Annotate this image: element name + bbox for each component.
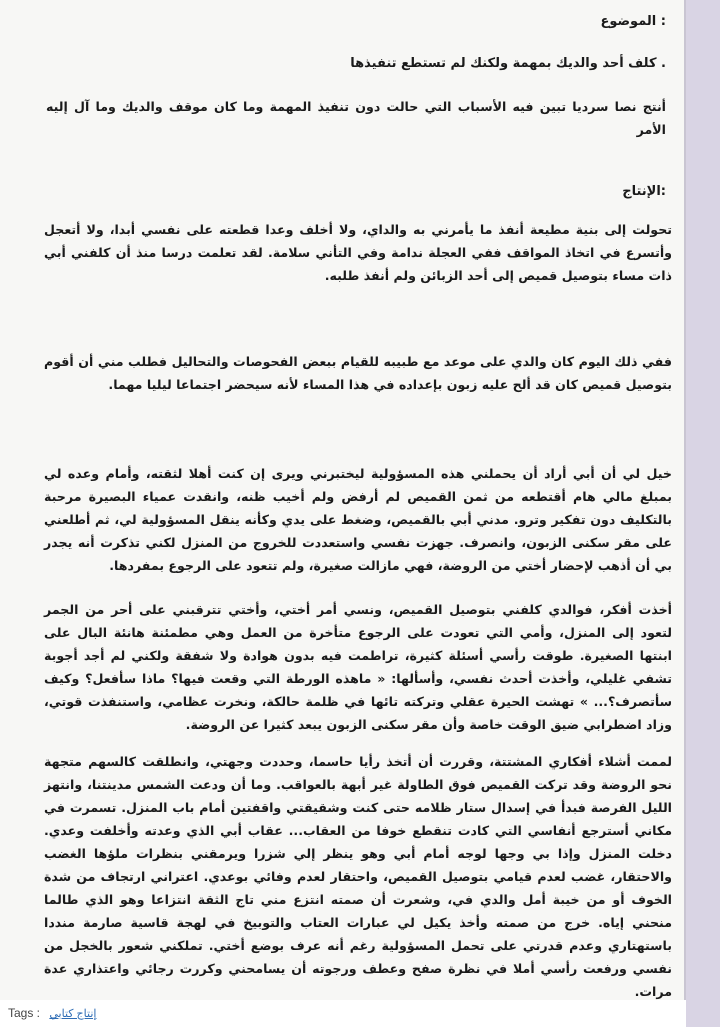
output-label: :الإنتاج	[622, 184, 666, 199]
paragraph: لممت أشلاء أفكاري المشتتة، وقررت أن أتخذ رأيا حاسما، وحددت وجهتي، وانطلقت كالسهم متجهة نحو الروضة وقد تركت القميص فوق الطاولة غير أبهة بالعواقب. وما أن ودعت الشمس مدينتنا، وانتهز الليل الفرصة فبدأ في إسدال ستار ظلامه حتى كنت وشقيقتي واقفتين أمام باب المنزل. تسمرت في مكاني أسترجع أنفاسي التي كادت تنقطع خوفا من العقاب... عقاب أبي الذي وعدته وأخلفت وعدي. دخلت المنزل وإذا بي وجها لوجه أمام أبي وهو ينظر إلي شزرا ويرمقني بنظرات ملؤها الغضب والاحتقار، غضب لعدم قيامي بتوصيل القميص، واحتقار لعدم وفائي بوعدي. اعتراني ارتجاف من شدة الخوف أو من خيبة أمل والدي في، وشعرت أن صمته انتزع مني تاج الثقة انتزاعا وهو الذي طالما منحني إياه. خرج من صمته وأخذ يكيل لي عبارات العتاب والتوبيخ في لهجة قاسية صارمة منددا باستهتاري وعدم قدرتي على تحمل المسؤولية رغم أنه عرف بوضع أختي. تملكني شعور بالخجل من نفسي ورفعت رأسي أملا في نظرة صفح وعطف ورجوته أن يسامحني وكررت رجائي واعتذاري عدة مرات.	[44, 754, 672, 999]
tag-link[interactable]: إنتاج كتابي	[49, 1008, 97, 1020]
paragraph: ففي ذلك اليوم كان والدي على موعد مع طبيبه للقيام ببعض الفحوصات والتحاليل فطلب مني أن أقوم بتوصيل قميص كان قد ألح عليه زبون بإعداده في هذا المساء لأنه سيحضر اجتماعا ليليا مهما.	[44, 354, 672, 392]
paragraph: تحولت إلى بنية مطيعة أنفذ ما يأمرني به والداي، ولا أخلف وعدا قطعته على نفسي أبدا، ولا أتعجل وأتسرع في اتخاذ المواقف ففي العجلة ندامة وفي التأني سلامة. لقد تعلمت درسا منذ أن كلفني أبي ذات مساء بتوصيل قميص إلى أحد الزبائن ولم أنفذ طلبه.	[44, 222, 672, 283]
tags-label: Tags :	[8, 1006, 41, 1020]
subject-label: : الموضوع	[600, 14, 666, 29]
tags-footer	[8, 1006, 96, 1020]
paragraph: أخذت أفكر، فوالدي كلفني بتوصيل القميص، ونسي أمر أختي، وأختي تترقبني على أحر من الجمر لتعود إلى المنزل، وأمي التي تعودت على الرجوع متأخرة من العمل وهي مطمئنة هانئة البال على ابنتها الصغيرة. طوقت رأسي أسئلة كثيرة، تراطمت فيه بدون هوادة ولا شفقة ولكني لم أجد أجوبة تشفي غليلي، وأخذت أحدث نفسي، وأسألها: « ماهذه الورطة التي وقعت فيها؟ ماذا سأفعل؟ وكيف سأتصرف؟... » تهشت الحيرة عقلي وتركته تائها في ظلمة حالكة، ونخرت عظامي، واستنفذت قوتي، وزاد اضطرابي ضيق الوقت خاصة وأن مقر سكنى الزبون يبعد كثيرا عن الروضة.	[44, 602, 672, 732]
right-sidebar-strip	[686, 0, 720, 1027]
paragraph: خيل لي أن أبي أراد أن يحملني هذه المسؤولية ليختبرني ويرى إن كنت أهلا لثقته، وأمام وعده لي بمبلغ مالي هام أقتطعه من ثمن القميص لم أرفض ولم أخيب ظنه، وانقدت عمياء البصيرة مرحبة بالتكليف دون تفكير وترو. مدني أبي بالقميص، وضغط على يدي وكأنه ينقل المسؤولية لي، ثم أطلعني على مقر سكنى الزبون، وانصرف. جهزت نفسي واستعددت للخروج من المنزل لكني تذكرت أنه يجدر بي أن أذهب لإحضار أختي من الروضة، فهي مازالت صغيرة، ولم تتعود على الرجوع بمفردها.	[44, 466, 672, 573]
assignment-instruction: أنتج نصا سرديا تبين فيه الأسباب التي حالت دون تنفيذ المهمة وما كان موقف والديك وما آل إليه الأمر	[46, 99, 666, 137]
assignment-prompt: . كلف أحد والديك بمهمة ولكنك لم تستطع تنفيذها	[350, 56, 666, 71]
